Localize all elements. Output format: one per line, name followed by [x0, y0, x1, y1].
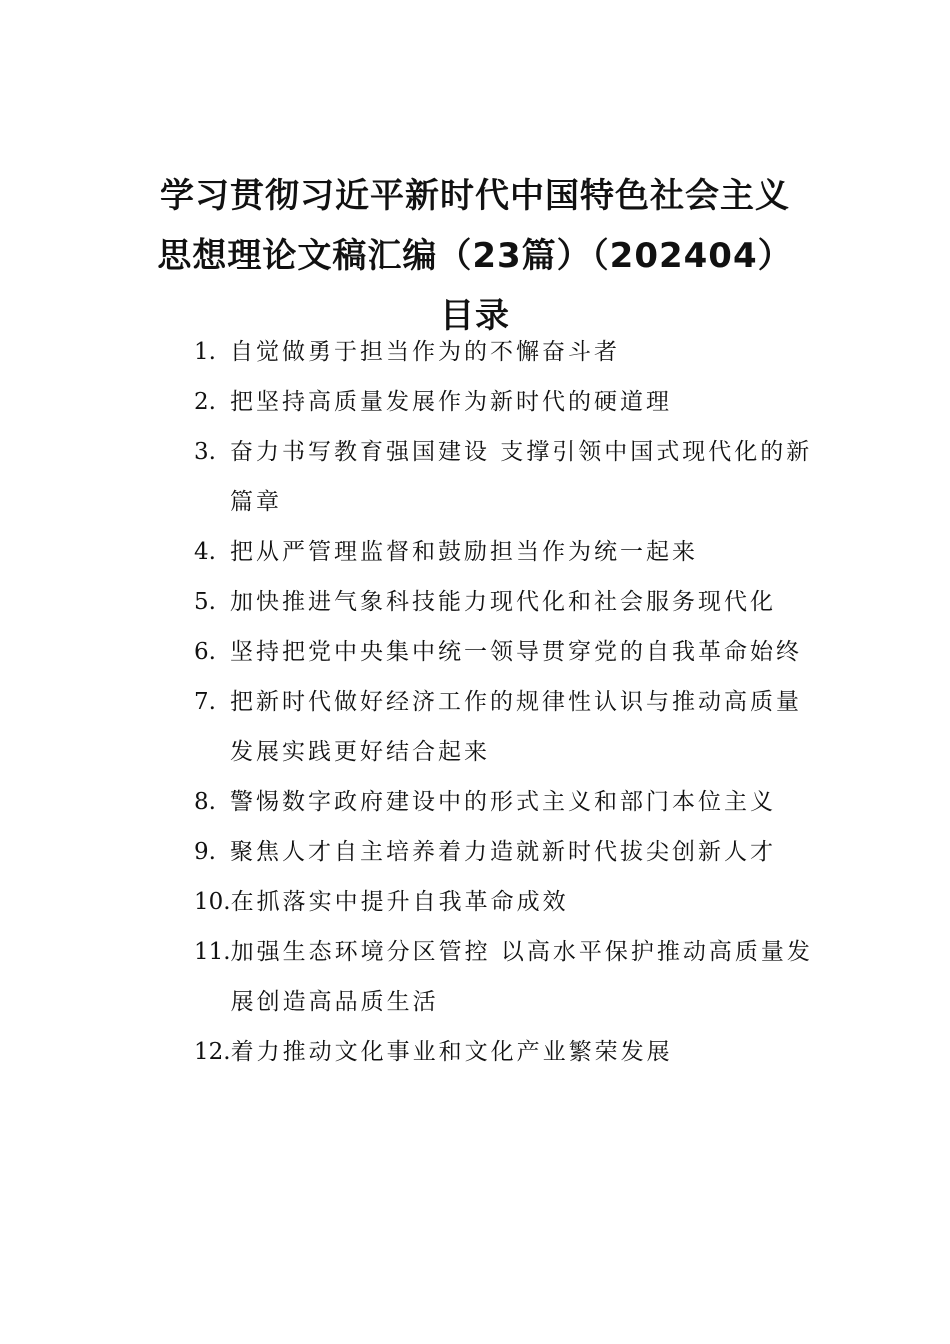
- toc-item: [194, 377, 814, 427]
- toc-item: [194, 677, 814, 777]
- toc-item-number: 8.: [194, 789, 216, 815]
- toc-item-title: 警惕数字政府建设中的形式主义和部门本位主义: [230, 789, 776, 815]
- toc-item-number: 7.: [194, 689, 216, 715]
- title-line-2: 思想理论文稿汇编（23篇）（202404）: [157, 236, 793, 276]
- toc-item-number: 12.: [194, 1039, 231, 1065]
- toc-item: [194, 877, 814, 927]
- toc-item-number: 6.: [194, 639, 216, 665]
- toc-item-title: 奋力书写教育强国建设 支撑引领中国式现代化的新篇章: [230, 439, 813, 515]
- toc-heading: 目录: [440, 296, 510, 336]
- toc-item: [194, 777, 814, 827]
- toc-item: [194, 627, 814, 677]
- toc-item: [194, 827, 814, 877]
- toc-item-number: 1.: [194, 339, 216, 365]
- toc-item-title: 坚持把党中央集中统一领导贯穿党的自我革命始终: [230, 639, 802, 665]
- toc-item-title: 加快推进气象科技能力现代化和社会服务现代化: [230, 589, 776, 615]
- table-of-contents: [194, 327, 814, 1077]
- toc-item: [194, 927, 814, 1027]
- toc-item-number: 5.: [194, 589, 216, 615]
- toc-item-number: 9.: [194, 839, 216, 865]
- toc-item: [194, 527, 814, 577]
- toc-item-title: 自觉做勇于担当作为的不懈奋斗者: [230, 339, 620, 365]
- document-title: [0, 166, 950, 346]
- toc-item-number: 2.: [194, 389, 216, 415]
- toc-item-number: 4.: [194, 539, 216, 565]
- toc-item-title: 加强生态环境分区管控 以高水平保护推动高质量发展创造高品质生活: [230, 939, 813, 1015]
- toc-item-number: 11.: [194, 939, 231, 965]
- toc-item-title: 着力推动文化事业和文化产业繁荣发展: [230, 1039, 673, 1065]
- toc-item-title: 在抓落实中提升自我革命成效: [230, 889, 569, 915]
- toc-item-title: 把坚持高质量发展作为新时代的硬道理: [230, 389, 672, 415]
- title-line-1: 学习贯彻习近平新时代中国特色社会主义: [160, 176, 790, 216]
- toc-item-title: 把新时代做好经济工作的规律性认识与推动高质量发展实践更好结合起来: [230, 689, 802, 765]
- toc-item: [194, 577, 814, 627]
- toc-item: [194, 327, 814, 377]
- toc-item-number: 3.: [194, 439, 216, 465]
- toc-item-title: 聚焦人才自主培养着力造就新时代拔尖创新人才: [230, 839, 776, 865]
- toc-item: [194, 427, 814, 527]
- toc-item-title: 把从严管理监督和鼓励担当作为统一起来: [230, 539, 698, 565]
- toc-item: [194, 1027, 814, 1077]
- toc-item-number: 10.: [194, 889, 231, 915]
